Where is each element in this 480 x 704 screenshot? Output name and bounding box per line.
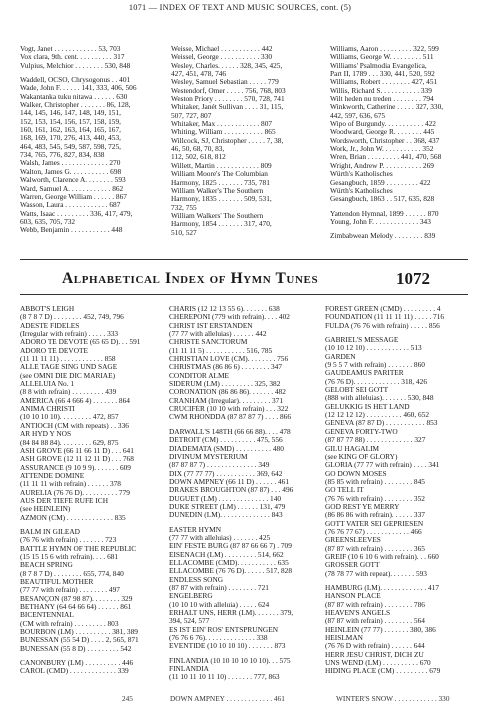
index-entry: (87 87 with refrain) . . . . . . . . 721 <box>169 584 269 592</box>
index-entry: EVENTIDE (10 10 10 10) . . . . . . . 873 <box>169 642 286 651</box>
index-entry: Watts, Isaac . . . . . . . . . 336, 417, 479, <box>20 209 133 218</box>
index-entry: Winkworth, Catherine . . . . . 327, 330, <box>330 103 444 112</box>
index-entry: Work, Jr., John W. . . . . . . . . . . 352 <box>330 145 434 154</box>
index-entry: (87 87 87 7) . . . . . . . . . . . . . . 349 <box>169 461 270 470</box>
index-entry: Williams, Robert . . . . . . . . 427, 451 <box>330 78 438 87</box>
index-entry: Whitaker, Max . . . . . . . . . . . . 807 <box>171 120 273 129</box>
index-entry: GOD REST YE MERRY <box>325 502 400 511</box>
index-entry: GREENSLEEVES <box>325 536 381 545</box>
index-entry: Harmony, 1835 . . . . . . . 509, 531, <box>171 195 272 204</box>
index-entry: ALLE TAGE SING UND SAGE <box>20 363 118 372</box>
index-entry: Willis, Richard S. . . . . . . . . . . 339 <box>330 86 432 95</box>
index-entry: 46, 50, 68, 70, 83, <box>171 145 225 154</box>
index-entry: GO DOWN MOSES <box>325 469 387 478</box>
index-entry: Weston Priory . . . . . . . . 570, 728, 741 <box>171 95 285 104</box>
index-entry: GROSSER GOTT <box>325 561 380 570</box>
index-entry: Walsh, James . . . . . . . . . . . . . 270 <box>20 159 121 168</box>
index-entry: ALLELUIA No. 1 <box>20 380 75 389</box>
index-entry: DIADEMATA (SMD) . . . . . . . . . . 480 <box>169 444 284 453</box>
index-entry: 464, 483, 545, 549, 587, 598, 725, <box>20 142 121 151</box>
index-entry: SIDERUM (LM) . . . . . . . . . 325, 382 <box>169 380 281 389</box>
index-entry: CHARIS (12 12 13 55 6). . . . . . . 638 <box>169 305 280 313</box>
index-entry: Wesley, Samuel Sebastian . . . . . 779 <box>171 78 279 87</box>
index-entry: DARWALL'S 148TH (66 66 88). . . . 478 <box>169 427 291 436</box>
section-rule-top <box>20 259 468 260</box>
index-entry: HEINLEIN (77 77) . . . . . . . 380, 386 <box>325 625 436 634</box>
index-entry: Wade, John F. . . . . . 141, 333, 406, 506 <box>20 84 137 93</box>
index-entry: AR HYD Y NOS <box>20 430 72 439</box>
index-entry: CWM RHONDDA (87 87 87 7) . . . . 866 <box>169 413 291 422</box>
index-entry: ABBOT'S LEIGH <box>20 305 75 313</box>
index-entry: GREIF (10 6 10 6 with refrain). . . 660 <box>325 552 439 561</box>
index-entry: 603, 635, 705, 732 <box>20 217 76 226</box>
index-entry: (11 11 11 5) . . . . . . . . . . . 516, 785 <box>169 346 273 355</box>
index-entry: AURELIA (76 76 D). . . . . . . . . . 779 <box>20 488 130 497</box>
index-entry: FINLANDIA <box>169 665 209 674</box>
index-entry: Vox clara, 9th. cent. . . . . . . . . . 317 <box>20 53 125 62</box>
index-entry: ADORO TE DEVOTE (65 65 D). . . 591 <box>20 338 141 347</box>
index-entry: (888 with alleluias). . . . . . . 530, 848 <box>325 394 434 403</box>
index-entry: Warren, George William . . . . . . 867 <box>20 192 127 201</box>
index-entry: 507, 727, 807 <box>171 111 212 120</box>
index-entry: Wipo of Burgundy. . . . . . . . . . . 422 <box>330 120 436 129</box>
index-entry: GAUDEAMUS PARITER <box>325 369 404 378</box>
tune-index-column-3 <box>325 305 468 676</box>
index-entry: (87 87 with refrain) . . . . . . . . 564 <box>325 617 425 626</box>
running-header: 1071 — INDEX OF TEXT AND MUSIC SOURCES, cont. (5) <box>128 3 352 12</box>
index-entry: (76 76 6 76). . . . . . . . . . . . . . 338 <box>169 634 268 643</box>
index-entry: Wilt heden nu treden . . . . . . . . 794 <box>330 95 434 104</box>
index-entry: DUGUET (LM) . . . . . . . . . . . . . . 140 <box>169 494 282 503</box>
index-entry: Whiting, William . . . . . . . . . . . 865 <box>171 128 276 137</box>
footer-fragment-right: WINTER'S SNOW . . . . . . . . . . . . 330 <box>336 694 450 703</box>
index-entry: Walton, James G. . . . . . . . . . . 698 <box>20 167 122 176</box>
index-entry: (11 11 11 with refrain) . . . . . . 378 <box>20 480 121 489</box>
index-entry: 732, 755 <box>171 203 197 212</box>
index-entry: Wren, Brian . . . . . . . . . 441, 470, 568 <box>330 153 442 162</box>
index-entry: Woodward, George R. . . . . . . . 445 <box>330 128 435 137</box>
index-entry: Vulpius, Melchior . . . . . . . . 530, 848 <box>20 61 131 70</box>
index-entry: Waddell, OCSO, Chrysogonus . . 401 <box>20 76 131 85</box>
index-entry: (84 84 88 84). . . . . . . . . 629, 875 <box>20 438 119 447</box>
index-entry: 394, 524, 577 <box>169 617 210 626</box>
index-entry: AUS DER TIEFE RUFE ICH <box>20 496 108 505</box>
index-entry: (8 8 with refrain) . . . . . . . . . 439 <box>20 388 117 397</box>
index-entry: Wesley, Charles. . . . . . 328, 345, 425, <box>171 61 283 70</box>
tune-index-title: Alphabetical Index of Hymn Tunes <box>62 270 319 287</box>
index-entry: FULDA (76 76 with refrain) . . . . . 856 <box>325 321 440 330</box>
index-entry: CONDITOR ALME <box>169 371 230 380</box>
index-entry: GOTT VATER SEI GEPRIESEN <box>325 519 424 528</box>
index-entry: Young, John F. . . . . . . . . . . . . 343 <box>330 217 431 226</box>
index-entry: CHRISTE SANCTORUM <box>169 338 248 347</box>
index-entry: CHRIST IST ERSTANDEN <box>169 321 253 330</box>
index-entry: ELLACOMBE (76 76 D). . . . . . 517, 828 <box>169 567 293 576</box>
index-entry: Harmony, 1825 . . . . . . . 735, 781 <box>171 178 270 187</box>
index-entry: ASSURANCE (9 10 9 9). . . . . . . 609 <box>20 463 131 472</box>
index-entry: EASTER HYMN <box>169 525 222 534</box>
index-entry: (see OMNI DIE DIC MARIAE) <box>20 371 116 380</box>
index-entry: Webb, Benjamin . . . . . . . . . . . 448 <box>20 226 123 235</box>
index-entry: (10 10 12 10) . . . . . . . . . . . . 513 <box>325 344 422 353</box>
index-entry: ENGELBERG <box>169 592 213 601</box>
index-entry: (15 15 15 6 with refrain). . . . 681 <box>20 552 119 561</box>
index-entry: Williams' Psalmodia Evangelica, <box>330 61 427 70</box>
index-entry: (85 85 with refrain) . . . . . . . . 845 <box>325 477 425 486</box>
index-entry: FINLANDIA (10 10 10 10 10 10). . . 575 <box>169 656 291 665</box>
index-entry: (76 76 D). . . . . . . . . . . . . 318, 426 <box>325 377 427 386</box>
index-entry: (8 7 8 7 D) . . . . . . . . 655, 774, 840 <box>20 569 124 578</box>
index-entry: Ward, Samuel A. . . . . . . . . . . . 862 <box>20 184 124 193</box>
index-entry: Weisse, Michael . . . . . . . . . . . 442 <box>171 45 273 53</box>
index-entry: Williams, George W. . . . . . . . . 511 <box>330 53 434 62</box>
index-entry: (10 10 10 with alleluia) . . . . . 624 <box>169 600 270 609</box>
index-entry: GO TELL IT <box>325 486 364 495</box>
index-entry: GLORIA (77 77 with refrain) . . . . 341 <box>325 461 440 470</box>
index-entry: 112, 502, 618, 812 <box>171 153 226 162</box>
index-entry: AMERICA (66 4 666 4) . . . . . . . 864 <box>20 396 130 405</box>
index-entry: 427, 451, 478, 746 <box>171 70 227 79</box>
index-entry: (76 76 with refrain) . . . . . . . . 352 <box>325 494 425 503</box>
index-entry: HEISLMAN <box>325 634 363 643</box>
index-entry: (Irregular with refrain) . . . . . 333 <box>20 330 119 339</box>
index-entry: William Walker's The Southern <box>171 186 264 195</box>
index-entry: CHRISTMAS (86 86 6) . . . . . . . . 347 <box>169 363 283 372</box>
index-entry: Yattendon Hymnal, 1899 . . . . . . 870 <box>330 209 439 218</box>
index-entry: CRUCIFER (10 10 with refrain) . . . 322 <box>169 405 289 414</box>
index-entry: 442, 597, 636, 675 <box>330 111 386 120</box>
index-entry: DUKE STREET (LM) . . . . . . 131, 479 <box>169 502 286 511</box>
index-entry: HEAVEN'S ANGELS <box>325 609 391 618</box>
index-entry: Zimbabwean Melody . . . . . . . . 839 <box>330 232 436 241</box>
index-entry: Willcock, SJ, Christopher . . . . . 7, 38, <box>171 136 284 145</box>
index-entry: (10 10 10 10). . . . . . . . . 472, 857 <box>20 413 119 422</box>
index-entry: ASH GROVE (66 11 66 11 D) . . . 641 <box>20 446 134 455</box>
index-entry: BEACH SPRING <box>20 561 73 570</box>
index-entry: Westendorf, Omer . . . . . 756, 768, 803 <box>171 86 286 95</box>
index-entry: ATTENDE DOMINE <box>20 471 85 480</box>
index-entry: (77 77 with alleluias) . . . . . . 442 <box>169 330 267 339</box>
index-entry: HAMBURG (LM). . . . . . . . . . . . . 417 <box>325 584 440 592</box>
section-rule-bottom <box>20 294 468 295</box>
index-entry: DIVINUM MYSTERIUM <box>169 452 248 461</box>
index-entry: ANIMA CHRISTI <box>20 405 75 414</box>
index-entry: DETROIT (CM) . . . . . . . . . . 475, 556 <box>169 436 283 445</box>
index-entry: (CM with refrain) . . . . . . . . . 803 <box>20 619 119 628</box>
index-entry: HANSON PLACE <box>325 592 381 601</box>
index-entry: Williams, Aaron . . . . . . . . . 322, 599 <box>330 45 439 53</box>
index-entry: DOWN AMPNEY (66 11 D) . . . . . . 461 <box>169 477 290 486</box>
index-entry: William Moore's The Columbian <box>171 170 268 179</box>
tune-index-number: 1072 <box>396 269 430 288</box>
index-entry: Walker, Christopher . . . . . . . 86, 128, <box>20 101 131 110</box>
index-entry: CHEREPONI (779 with refrain). . . . 402 <box>169 313 290 322</box>
index-entry: BOURBON (LM) . . . . . . . . . . 381, 389 <box>20 628 138 637</box>
index-entry: GELUKKIG IS HET LAND <box>325 402 410 411</box>
tune-index-column-2 <box>169 305 315 682</box>
index-entry: (87 87 77 88) . . . . . . . . . . . . . 327 <box>325 436 426 445</box>
index-entry: (77 77 with refrain) . . . . . . . . 497 <box>20 586 120 595</box>
index-entry: BETHANY (64 64 66 64) . . . . . . 861 <box>20 603 132 612</box>
index-entry: Harmony, 1854 . . . . . . . 317, 470, <box>171 220 272 229</box>
index-entry: UNS WEND (LM) . . . . . . . . . . 670 <box>325 659 431 668</box>
index-entry: DUNEDIN (LM). . . . . . . . . . . . . . 843 <box>169 511 283 520</box>
index-entry: BALM IN GILEAD <box>20 527 80 536</box>
index-entry: ELLACOMBE (CMD). . . . . . . . . . . 635 <box>169 558 289 567</box>
index-entry: Würth's Katholisches <box>330 170 393 179</box>
index-entry: (11 11 11 11) . . . . . . . . . . . . 858 <box>20 355 116 364</box>
index-entry: Würth's Katholisches <box>330 186 393 195</box>
source-index-column-2 <box>171 45 315 237</box>
index-entry: GARDEN <box>325 352 356 361</box>
index-entry: ADORO TE DEVOTE <box>20 346 88 355</box>
index-entry: ERHALT UNS, HERR (LM). . . . . . . 379, <box>169 609 294 618</box>
index-entry: Gesangbuch, 1863 . . 517, 635, 828 <box>330 195 435 204</box>
index-entry: CORONATION (86 86 86). . . . . . . 482 <box>169 388 286 397</box>
index-entry: CAROL (CMD) . . . . . . . . . . . . . 339 <box>20 667 129 676</box>
index-entry: Wright, Andrew P. . . . . . . . . . . 269 <box>330 161 434 170</box>
tune-index-column-1 <box>20 305 159 676</box>
index-entry: (8 7 8 7 D) . . . . . . . . 452, 749, 796 <box>20 313 124 322</box>
index-entry: ES IST EIN' ROS' ENTSPRUNGEN <box>169 625 279 634</box>
index-entry: Gesangbuch, 1859 . . . . . . . . . 422 <box>330 178 431 187</box>
index-entry: HERR JESU CHRIST, DICH ZU <box>325 650 424 659</box>
index-entry: (86 86 86 with refrain). . . . . . 337 <box>325 511 425 520</box>
index-entry: Walworth, Clarence A. . . . . . . . 593 <box>20 176 126 185</box>
index-entry: ANTIOCH (CM with repeats) . . 336 <box>20 421 129 430</box>
index-entry: Part II, 1789 . . . 330, 441, 520, 592 <box>330 70 435 79</box>
index-entry: (76 76 D with refrain) . . . . . . 644 <box>325 642 425 651</box>
index-entry: CANONBURY (LM) . . . . . . . . . . 446 <box>20 659 134 668</box>
index-entry: ADESTE FIDELES <box>20 321 80 330</box>
index-entry: GELOBT SEI GOTT <box>325 386 389 395</box>
index-entry: ASH GROVE (12 11 12 11 D) . . . 768 <box>20 455 134 464</box>
index-entry: FOREST GREEN (CMD) . . . . . . . . . 4 <box>325 305 441 313</box>
index-entry: Vogt, Janet . . . . . . . . . . . . 53, 703 <box>20 45 121 53</box>
index-entry: HIDING PLACE (CM) . . . . . . . . . 679 <box>325 667 441 676</box>
index-entry: (see KING OF GLORY) <box>325 452 398 461</box>
index-entry: 144, 145, 146, 147, 148, 149, 151, <box>20 109 121 118</box>
index-entry: FOUNDATION (11 11 11 11) . . . . . 716 <box>325 313 445 322</box>
index-entry: BUNESSAN (55 54 D) . . . . 2, 565, 871 <box>20 636 139 645</box>
index-entry: EISENACH (LM) . . . . . . . . . 514, 662 <box>169 550 284 559</box>
index-entry: 152, 153, 154, 156, 157, 158, 159, <box>20 117 121 126</box>
index-entry: Wakantanka tuku nitawa . . . . . . 630 <box>20 92 128 101</box>
index-entry: (78 78 77 with repeat). . . . . . . 593 <box>325 569 427 578</box>
index-entry: BUNESSAN (55 8 D) . . . . . . . . . 542 <box>20 644 132 653</box>
index-entry: (9 5 5 7 with refrain) . . . . . . . 860 <box>325 361 425 370</box>
index-entry: GENEVA (87 87 D) . . . . . . . . . . . 853 <box>325 419 438 428</box>
index-entry: BESANÇON (87 98 87). . . . . . . . 329 <box>20 594 133 603</box>
index-entry: (77 77 with alleluias) . . . . . . . 425 <box>169 533 271 542</box>
index-entry: William Walkers' The Southern <box>171 211 264 220</box>
index-entry: Whitaker, Janét Sullivan . . . . 31, 115, <box>171 103 284 112</box>
index-entry: 160, 161, 162, 163, 164, 165, 167, <box>20 126 121 135</box>
index-entry: 510, 527 <box>171 228 197 237</box>
index-entry: AZMON (CM) . . . . . . . . . . . . . 835 <box>20 513 126 522</box>
index-entry: BICENTENNIAL <box>20 611 74 620</box>
index-entry: (76 76 with refrain) . . . . . . . 723 <box>20 536 117 545</box>
index-entry: DRAKES BROUGHTON (87 87) . . . 496 <box>169 486 294 495</box>
source-index-column-1 <box>20 45 156 235</box>
index-entry: DIX (77 77 77) . . . . . . . . . . . 369, 642 <box>169 469 283 478</box>
index-entry: 734, 765, 776, 827, 834, 838 <box>20 151 105 160</box>
index-entry: Wordsworth, Christopher . . 368, 437 <box>330 136 440 145</box>
source-index-column-3 <box>330 45 468 241</box>
index-entry: GABRIEL'S MESSAGE <box>325 336 399 345</box>
index-entry: CRANHAM (Irregular). . . . . . . . . 371 <box>169 396 284 405</box>
index-entry: CHRISTIAN LOVE (CM). . . . . . . . 756 <box>169 355 289 364</box>
footer-fragment-left: DOWN AMPNEY . . . . . . . . . . . . . 461 <box>170 694 285 703</box>
index-entry: BATTLE HYMN OF THE REPUBLIC <box>20 544 137 553</box>
index-entry: (see HEINLEIN) <box>20 505 71 514</box>
index-entry: (87 87 with refrain) . . . . . . . . 365 <box>325 544 425 553</box>
index-entry: Wasson, Laura . . . . . . . . . . . . 687 <box>20 201 121 210</box>
index-entry: (12 12 12 12) . . . . . . . . . . 460, 652 <box>325 411 430 420</box>
index-entry: BEAUTIFUL MOTHER <box>20 578 94 586</box>
index-entry: (11 10 11 10 11 10) . . . . . . . 777, 863 <box>169 673 280 682</box>
index-entry: (76 76 77 67) . . . . . . . . . . . . 466 <box>325 527 422 536</box>
index-entry: GILU HAGALIM <box>325 444 380 453</box>
index-entry: 168, 169, 170, 276, 413, 440, 453, <box>20 134 121 143</box>
index-entry: EIN' FESTE BURG (87 87 66 66 7) . 709 <box>169 542 292 551</box>
index-entry: Weissel, George . . . . . . . . . . . 330 <box>171 53 273 62</box>
footer-page-number: 245 <box>122 694 133 703</box>
index-entry: ENDLESS SONG <box>169 575 224 584</box>
index-entry: Willett, Martin . . . . . . . . . . . . 809 <box>171 161 272 170</box>
index-entry: (87 87 with refrain) . . . . . . . . 786 <box>325 600 425 609</box>
index-entry: GENEVA FORTY-TWO <box>325 427 398 436</box>
